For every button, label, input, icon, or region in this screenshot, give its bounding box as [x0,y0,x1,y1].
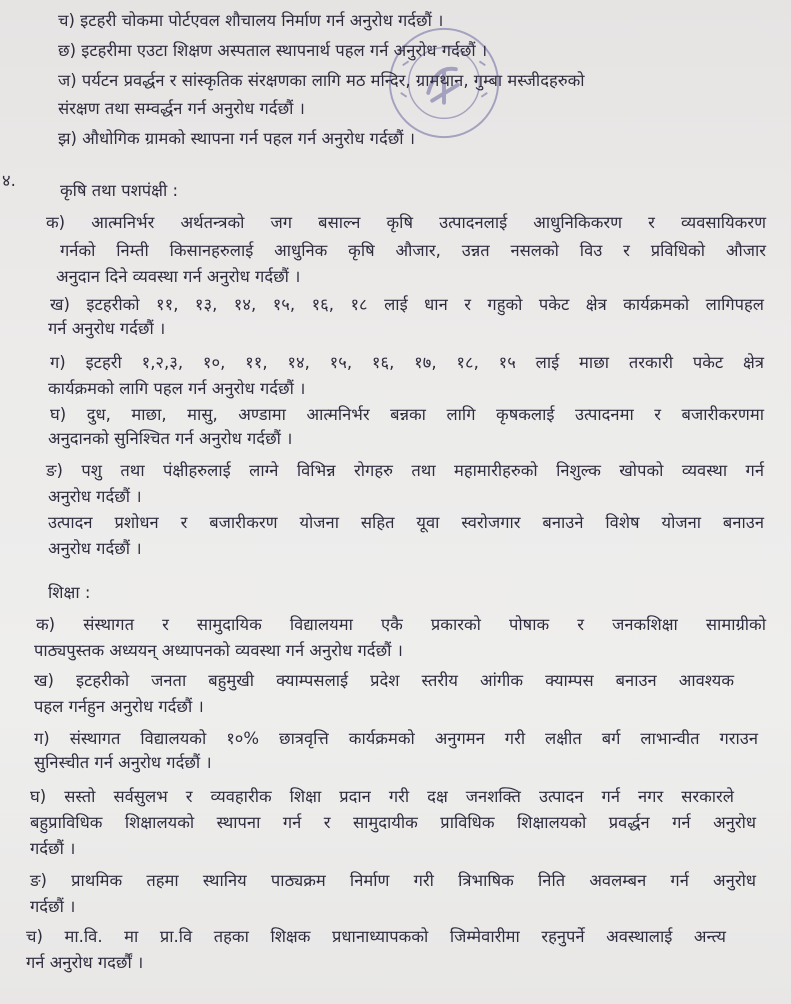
edu-line-12: च) मा.वि. मा प्रा.वि तहका शिक्षक प्रधानाध्यापकको जिम्मेवारीमा रहनुपर्ने अवस्थालाई अन्त्य [26,927,726,946]
agri-line-12: उत्पादन प्रशोधन र बजारीकरण योजना सहित यूवा स्वरोजगार बनाउने विशेष योजना बनाउन [48,513,764,532]
agri-line-5: गर्न अनुरोध गर्दछौं । [48,319,166,338]
edu-line-5: ग) संस्थागत विद्यालयको १०% छात्रवृत्ति कार्यक्रमको अनुगमन गरी लक्षीत बर्ग लाभान्वीत गराउन [34,729,758,748]
edu-line-7: घ) सस्तो सर्वसुलभ र व्यवहारीक शिक्षा प्रदान गरी दक्ष जनशक्ति उत्पादन गर्न नगर सरकारले [30,787,734,806]
agri-line-3: अनुदान दिने व्यवस्था गर्न अनुरोध गर्दछौं । [56,267,301,286]
item-jha: झ) औधोगिक ग्रामको स्थापना गर्न पहल गर्न अनुरोध गर्दछौं । [58,129,416,148]
edu-line-1: क) संस्थागत र सामुदायिक विद्यालयमा एकै प्रकारको पोषाक र जनकशिक्षा सामाग्रीको [36,615,766,634]
edu-line-13: गर्न अनुरोध गदर्छौं । [26,953,144,972]
section-heading-education: शिक्षा : [48,583,91,602]
edu-line-4: पहल गर्नहुन अनुरोध गर्दछौं । [34,697,204,716]
item-ja: ज) पर्यटन प्रवर्द्धन र सांस्कृतिक संरक्षणका लागि मठ मन्दिर, ग्रामथान, गुम्बा मस्जीदहरुको [58,71,585,90]
item-cha: च) इटहरी चोकमा पोर्टएवल शौचालय निर्माण गर्न अनुरोध गर्दछौं । [58,11,444,30]
agri-line-4: ख) इटहरीको ११, १३, १४, १५, १६, १८ लाई धान र गहुको पकेट क्षेत्र कार्यक्रमको लागिपहल [50,295,764,314]
agri-line-7: कार्यक्रमको लागि पहल गर्न अनुरोध गर्दछौं । [48,379,306,398]
section-heading-agriculture: कृषि तथा पशपंक्षी : [60,181,179,200]
edu-line-10: ङ) प्राथमिक तहमा स्थानिय पाठ्यक्रम निर्माण गरी त्रिभाषिक निति अवलम्बन गर्न अनुरोध [30,871,756,890]
agri-line-1: क) आत्मनिर्भर अर्थतन्त्रको जग बसाल्न कृषि उत्पादनलाई आधुनिकिकरण र व्यवसायिकरण [46,213,766,232]
edu-line-8: बहुप्राविधिक शिक्षालयको स्थापना गर्न र सामुदायीक प्राविधिक शिक्षालयको प्रवर्द्धन गर्न अनुरोध [30,813,756,832]
edu-line-11: गर्दछौं । [30,897,76,916]
agri-line-6: ग) इटहरी १,२,३, १०, ११, १४, १५, १६, १७, १८, १५ लाई माछा तरकारी पकेट क्षेत्र [50,353,764,372]
agri-line-13: अनुरोध गर्दछौं । [48,539,142,558]
agri-line-11: अनुरोध गर्दछौं । [48,487,142,506]
agri-line-8: घ) दुध, माछा, मासु, अण्डामा आत्मनिर्भर बन्नका लागि कृषकलाई उत्पादनमा र बजारीकरणमा [50,405,764,424]
edu-line-9: गर्दछौं । [30,839,76,858]
edu-line-2: पाठ्यपुस्तक अध्ययन् अध्यापनको व्यवस्था गर्न अनुरोध गर्दछौं । [34,641,403,660]
agri-line-9: अनुदानको सुनिश्चित गर्न अनुरोध गर्दछौं । [48,429,293,448]
agri-line-2: गर्नको निम्ती किसानहरुलाई आधुनिक कृषि औजार, उन्नत नसलको विउ र प्रविधिको औजार [60,241,766,260]
item-chha: छ) इटहरीमा एउटा शिक्षण अस्पताल स्थापनार्थ पहल गर्न अनुरोध गर्दछौं । [58,41,488,60]
section-number: ४. [2,171,16,190]
agri-line-10: ङ) पशु तथा पंक्षीहरुलाई लाग्ने विभिन्न रोगहरु तथा महामारीहरुको निशुल्क खोपको व्यवस्था गर्न [46,461,764,480]
edu-line-3: ख) इटहरीको जनता बहुमुखी क्याम्पसलाई प्रदेश स्तरीय आंगीक क्याम्पस बनाउन आवश्यक [34,671,734,690]
edu-line-6: सुनिस्चीत गर्न अनुरोध गर्दछौं । [34,753,212,772]
item-ja-cont: संरक्षण तथा सम्वर्द्धन गर्न अनुरोध गर्दछौं । [58,99,305,118]
